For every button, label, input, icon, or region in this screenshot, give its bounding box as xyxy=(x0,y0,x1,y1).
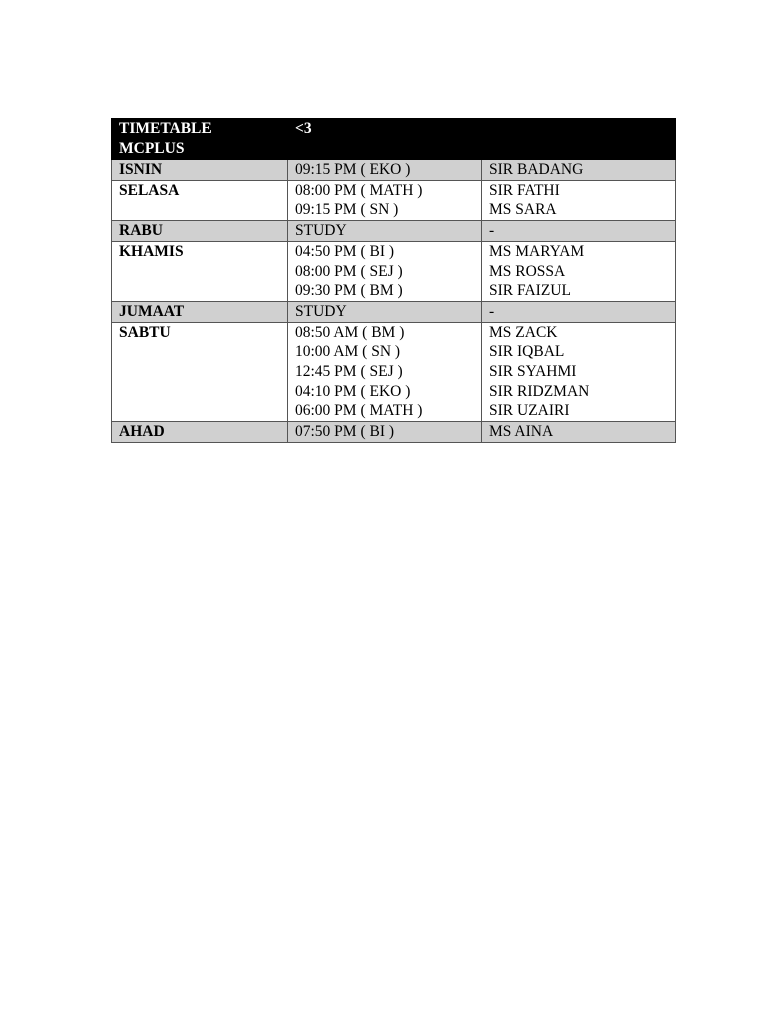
class-time: STUDY xyxy=(295,222,347,240)
teacher-cell xyxy=(482,301,676,322)
teacher-name: SIR RIDZMAN xyxy=(489,382,590,400)
day-cell xyxy=(112,322,288,422)
class-time: 10:00 AM ( SN ) xyxy=(295,343,401,361)
time-cell xyxy=(288,322,482,422)
teacher-cell xyxy=(482,241,676,301)
teacher-name: MS ZACK xyxy=(489,323,558,341)
teacher-name: MS ROSSA xyxy=(489,262,566,280)
time-cell xyxy=(288,160,482,181)
day-cell xyxy=(112,422,288,443)
table-row xyxy=(112,241,676,301)
class-time: 07:50 PM ( BI ) xyxy=(295,423,395,441)
table-row xyxy=(112,180,676,220)
teacher-cell xyxy=(482,180,676,220)
timetable-subtitle: MCPLUS xyxy=(119,139,185,157)
teacher-name: SIR BADANG xyxy=(489,161,584,178)
class-time: 09:15 PM ( SN ) xyxy=(295,201,399,219)
time-cell xyxy=(288,241,482,301)
time-cell xyxy=(288,221,482,242)
day-label: AHAD xyxy=(119,423,165,441)
class-time: 12:45 PM ( SEJ ) xyxy=(295,363,403,381)
day-cell xyxy=(112,180,288,220)
day-label: SELASA xyxy=(119,181,180,199)
teacher-cell xyxy=(482,160,676,181)
teacher-name: SIR SYAHMI xyxy=(489,363,577,381)
class-time: 04:50 PM ( BI ) xyxy=(295,242,395,260)
time-cell xyxy=(288,180,482,220)
teacher-name: MS AINA xyxy=(489,423,554,441)
day-cell xyxy=(112,301,288,322)
day-cell xyxy=(112,241,288,301)
timetable-title: TIMETABLE xyxy=(119,120,212,137)
class-time: 08:00 PM ( SEJ ) xyxy=(295,262,403,280)
timetable xyxy=(111,118,676,443)
teacher-cell xyxy=(482,422,676,443)
class-time: 09:15 PM ( EKO ) xyxy=(295,161,411,178)
table-row xyxy=(112,322,676,422)
timetable-body xyxy=(112,119,676,443)
teacher-name: SIR IQBAL xyxy=(489,343,565,361)
time-cell xyxy=(288,301,482,322)
day-cell xyxy=(112,160,288,181)
teacher-name: - xyxy=(489,302,495,320)
table-row xyxy=(112,301,676,322)
teacher-name: MS MARYAM xyxy=(489,242,585,260)
table-row xyxy=(112,221,676,242)
day-label: RABU xyxy=(119,222,163,240)
class-time: 08:00 PM ( MATH ) xyxy=(295,181,423,199)
day-label: JUMAAT xyxy=(119,302,185,320)
teacher-name: SIR FATHI xyxy=(489,181,560,199)
timetable-note: <3 xyxy=(295,120,312,137)
class-time: 09:30 PM ( BM ) xyxy=(295,282,403,300)
class-time: 08:50 AM ( BM ) xyxy=(295,323,405,341)
teacher-name: - xyxy=(489,222,495,240)
time-cell xyxy=(288,422,482,443)
teacher-name: MS SARA xyxy=(489,201,557,219)
table-row xyxy=(112,422,676,443)
timetable-header-row xyxy=(112,119,676,160)
teacher-name: SIR FAIZUL xyxy=(489,282,571,300)
day-cell xyxy=(112,221,288,242)
day-label: ISNIN xyxy=(119,161,163,178)
timetable-note-cell xyxy=(288,119,676,160)
day-label: KHAMIS xyxy=(119,242,184,260)
table-row xyxy=(112,160,676,181)
timetable-title-cell xyxy=(112,119,288,160)
class-time: STUDY xyxy=(295,302,347,320)
teacher-cell xyxy=(482,322,676,422)
class-time: 06:00 PM ( MATH ) xyxy=(295,402,423,420)
teacher-name: SIR UZAIRI xyxy=(489,402,570,420)
day-label: SABTU xyxy=(119,323,171,341)
teacher-cell xyxy=(482,221,676,242)
class-time: 04:10 PM ( EKO ) xyxy=(295,382,411,400)
